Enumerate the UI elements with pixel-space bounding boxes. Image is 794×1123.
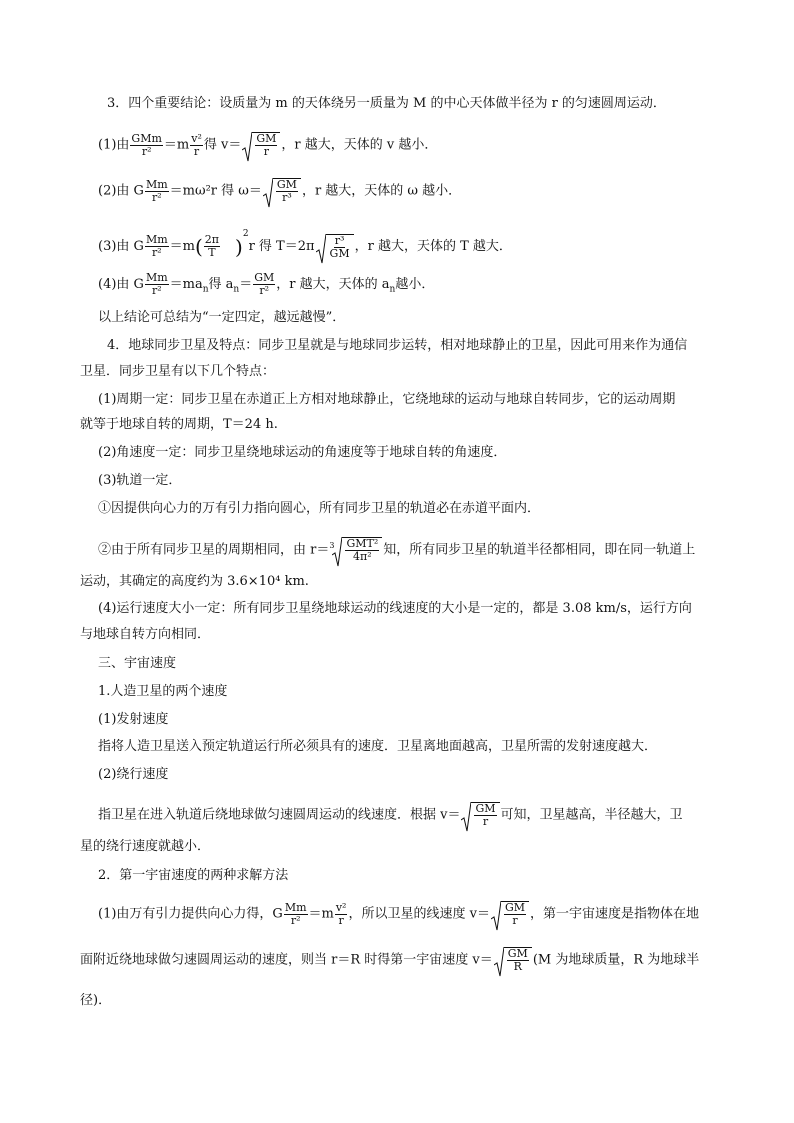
conclusion-4: (4)由 G $\frac{Mm}{\text{r²}}$ $=ma_n$得 $a_n=$ $\frac{GM}{\text{r²}}$ ，r 越大，天体的 $a_n$越小．	[98, 271, 435, 297]
square-root: $\frac{GM}{r}$	[461, 802, 499, 828]
paragraph-line: (4)运行速度大小一定：所有同步卫星绕地球运动的线速度的大小是一定的，都是 3.08 km/s，运行方向	[98, 601, 692, 616]
paragraph-line: (3)轨道一定．	[98, 473, 182, 488]
cube-root: $\frac{\text{GMT²}}{\text{4π²}}$	[332, 537, 382, 563]
paragraph-line: ①因提供向心力的万有引力指向圆心，所有同步卫星的轨道必在赤道平面内．	[98, 501, 541, 516]
paragraph-line: (2)绕行速度	[98, 767, 169, 782]
paragraph-line: (1)周期一定：同步卫星在赤道正上方相对地球静止，它绕地球的运动与地球自转同步，它的运动周期	[98, 392, 676, 407]
paragraph-line: 径)．	[80, 993, 112, 1008]
subsection-heading: 1.人造卫星的两个速度	[98, 684, 228, 699]
summary-line: 以上结论可总结为“一定四定，越远越慢”．	[98, 310, 346, 325]
conclusion-1: (1)由 $\frac{\text{GMm}}{\text{r²}}$ ＝m $\frac{\text{v²}}{r}$ 得 v＝ $\frac{GM}{r}$ ，r 越大，天体的 v 越小．	[98, 132, 437, 158]
paragraph-line: ②由于所有同步卫星的周期相同，由 r＝$^3$ $\frac{\text{GMT²}}{\text{4π²}}$ 知，所有同步卫星的轨道半径都相同，即在同一轨道上	[98, 537, 695, 563]
square-root: $\frac{GM}{\text{r³}}$	[263, 178, 301, 204]
fraction: $\frac{\text{v²}}{r}$	[191, 131, 202, 158]
paragraph-line: 面附近绕地球做匀速圆周运动的速度，则当 r＝R 时得第一宇宙速度 v＝ $\frac{GM}{R}$ (M 为地球质量，R 为地球半	[80, 947, 699, 973]
paragraph-line: 星的绕行速度就越小．	[80, 839, 211, 854]
paragraph-line: 卫星．同步卫星有以下几个特点：	[80, 364, 276, 379]
square-root: $\frac{GM}{r}$	[242, 132, 280, 158]
section-heading: 三、宇宙速度	[98, 656, 177, 671]
subsection-heading: 2．第一宇宙速度的两种求解方法	[98, 868, 289, 883]
paragraph-line: (1)发射速度	[98, 712, 169, 727]
paragraph-line: 与地球自转方向相同．	[80, 627, 211, 642]
square-root: $\frac{GM}{R}$	[494, 947, 532, 973]
conclusion-3: (3)由 G $\frac{Mm}{\text{r²}}$ ＝m( $\frac{2\pi}{T}$ )$^2$r 得 T＝2π $\frac{\text{r³}}{GM}$ ，r 越大，天体的 T 越大．	[98, 225, 512, 260]
paragraph-line: 指将人造卫星送入预定轨道运行所必须具有的速度．卫星离地面越高，卫星所需的发射速度越大．	[98, 739, 658, 754]
paragraph-line: (1)由万有引力提供向心力得，G $\frac{Mm}{\text{r²}}$ ＝m $\frac{\text{v²}}{r}$ ，所以卫星的线速度 v＝ $\frac{GM}{r}$ ，第一宇宙速度是指物体在地	[98, 901, 699, 927]
paragraph-line: 运动，其确定的高度约为 3.6×10⁴ km.	[80, 574, 309, 589]
fraction: $\frac{\text{GMm}}{\text{r²}}$	[131, 131, 162, 158]
paragraph-line: 指卫星在进入轨道后绕地球做匀速圆周运动的线速度．根据 v＝ $\frac{GM}{r}$ 可知，卫星越高，半径越大，卫	[98, 802, 683, 828]
sync-satellite-heading: 4．地球同步卫星及特点：同步卫星就是与地球同步运转，相对地球静止的卫星，因此可用来作为通信	[107, 338, 688, 353]
paragraph-line: (2)角速度一定：同步卫星绕地球运动的角速度等于地球自转的角速度．	[98, 445, 507, 460]
square-root: $\frac{\text{r³}}{GM}$	[316, 234, 354, 260]
paragraph-line: 就等于地球自转的周期，T＝24 h.	[80, 417, 278, 432]
conclusions-heading: 3．四个重要结论：设质量为 m 的天体绕另一质量为 M 的中心天体做半径为 r 的匀速圆周运动．	[107, 96, 666, 111]
conclusion-2: (2)由 G $\frac{Mm}{\text{r²}}$ ＝mω²r 得 ω＝ $\frac{GM}{\text{r³}}$ ，r 越大，天体的 ω 越小．	[98, 178, 461, 204]
square-root: $\frac{GM}{r}$	[491, 901, 529, 927]
